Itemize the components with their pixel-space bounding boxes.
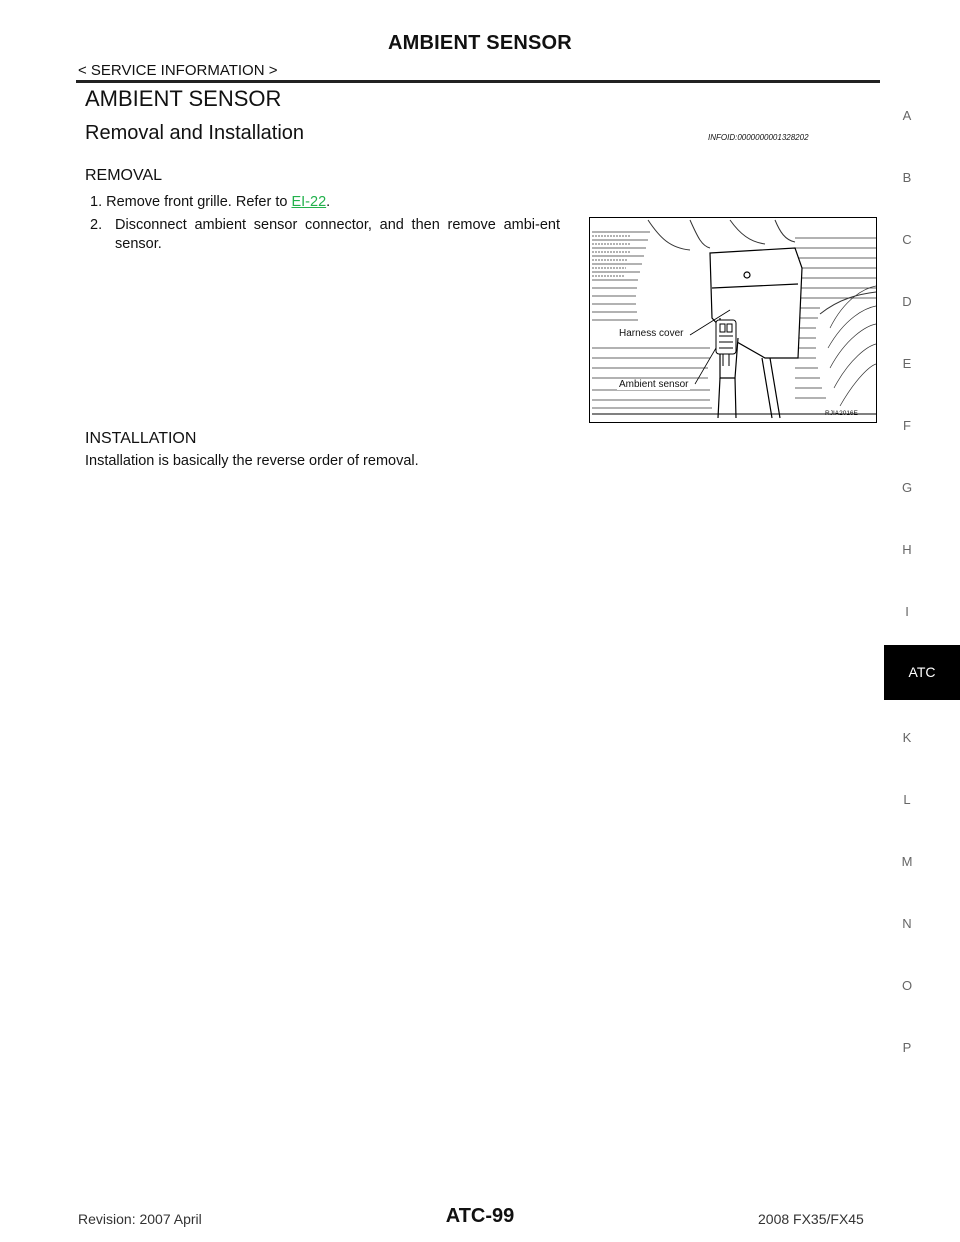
side-index-h[interactable]: H xyxy=(902,542,912,557)
ambient-sensor-figure xyxy=(589,217,877,423)
step-text: Remove front grille. Refer to xyxy=(106,194,288,210)
page-header-subtitle: < SERVICE INFORMATION > xyxy=(78,62,278,79)
step-text: Disconnect ambient sensor connector, and then remove ambi-ent sensor. xyxy=(115,217,560,252)
footer-revision: Revision: 2007 April xyxy=(78,1211,202,1227)
ambient-sensor-label: Ambient sensor xyxy=(619,379,689,390)
side-index-a[interactable]: A xyxy=(902,108,912,123)
installation-heading: INSTALLATION xyxy=(85,430,197,447)
section-title: Removal and Installation xyxy=(85,122,305,144)
step-number: 2. xyxy=(90,217,103,233)
side-index-d[interactable]: D xyxy=(902,294,912,309)
header-divider xyxy=(76,80,880,83)
side-index-i[interactable]: I xyxy=(905,604,909,619)
side-index-e[interactable]: E xyxy=(902,356,912,371)
document-title: AMBIENT SENSOR xyxy=(85,86,282,111)
ei-22-link[interactable]: EI-22 xyxy=(291,194,327,210)
removal-heading: REMOVAL xyxy=(85,167,163,184)
footer-model: 2008 FX35/FX45 xyxy=(758,1211,864,1227)
installation-text: Installation is basically the reverse order of removal. xyxy=(85,453,419,469)
side-index-o[interactable]: O xyxy=(901,978,913,993)
side-index-f[interactable]: F xyxy=(903,418,911,433)
side-index-m[interactable]: M xyxy=(901,854,913,869)
step-number: 1. xyxy=(90,194,103,210)
side-index-l[interactable]: L xyxy=(903,792,911,807)
side-index-atc-active[interactable]: ATC xyxy=(884,645,960,700)
step-suffix: . xyxy=(326,194,331,210)
removal-step-2 xyxy=(90,216,560,254)
harness-cover-label: Harness cover xyxy=(619,328,684,339)
footer-page-number: ATC-99 xyxy=(445,1205,515,1227)
side-index-k[interactable]: K xyxy=(902,730,912,745)
side-index-b[interactable]: B xyxy=(902,170,912,185)
figure-code: RJIA2016E xyxy=(825,410,858,417)
side-index-p[interactable]: P xyxy=(902,1040,912,1055)
removal-step-1 xyxy=(90,193,330,212)
page-header-title: AMBIENT SENSOR xyxy=(388,32,572,54)
info-id: INFOID:0000000001328202 xyxy=(708,133,809,142)
ambient-sensor-illustration xyxy=(590,218,877,423)
side-index-n[interactable]: N xyxy=(902,916,912,931)
side-index-g[interactable]: G xyxy=(901,480,913,495)
side-index-c[interactable]: C xyxy=(902,232,912,247)
